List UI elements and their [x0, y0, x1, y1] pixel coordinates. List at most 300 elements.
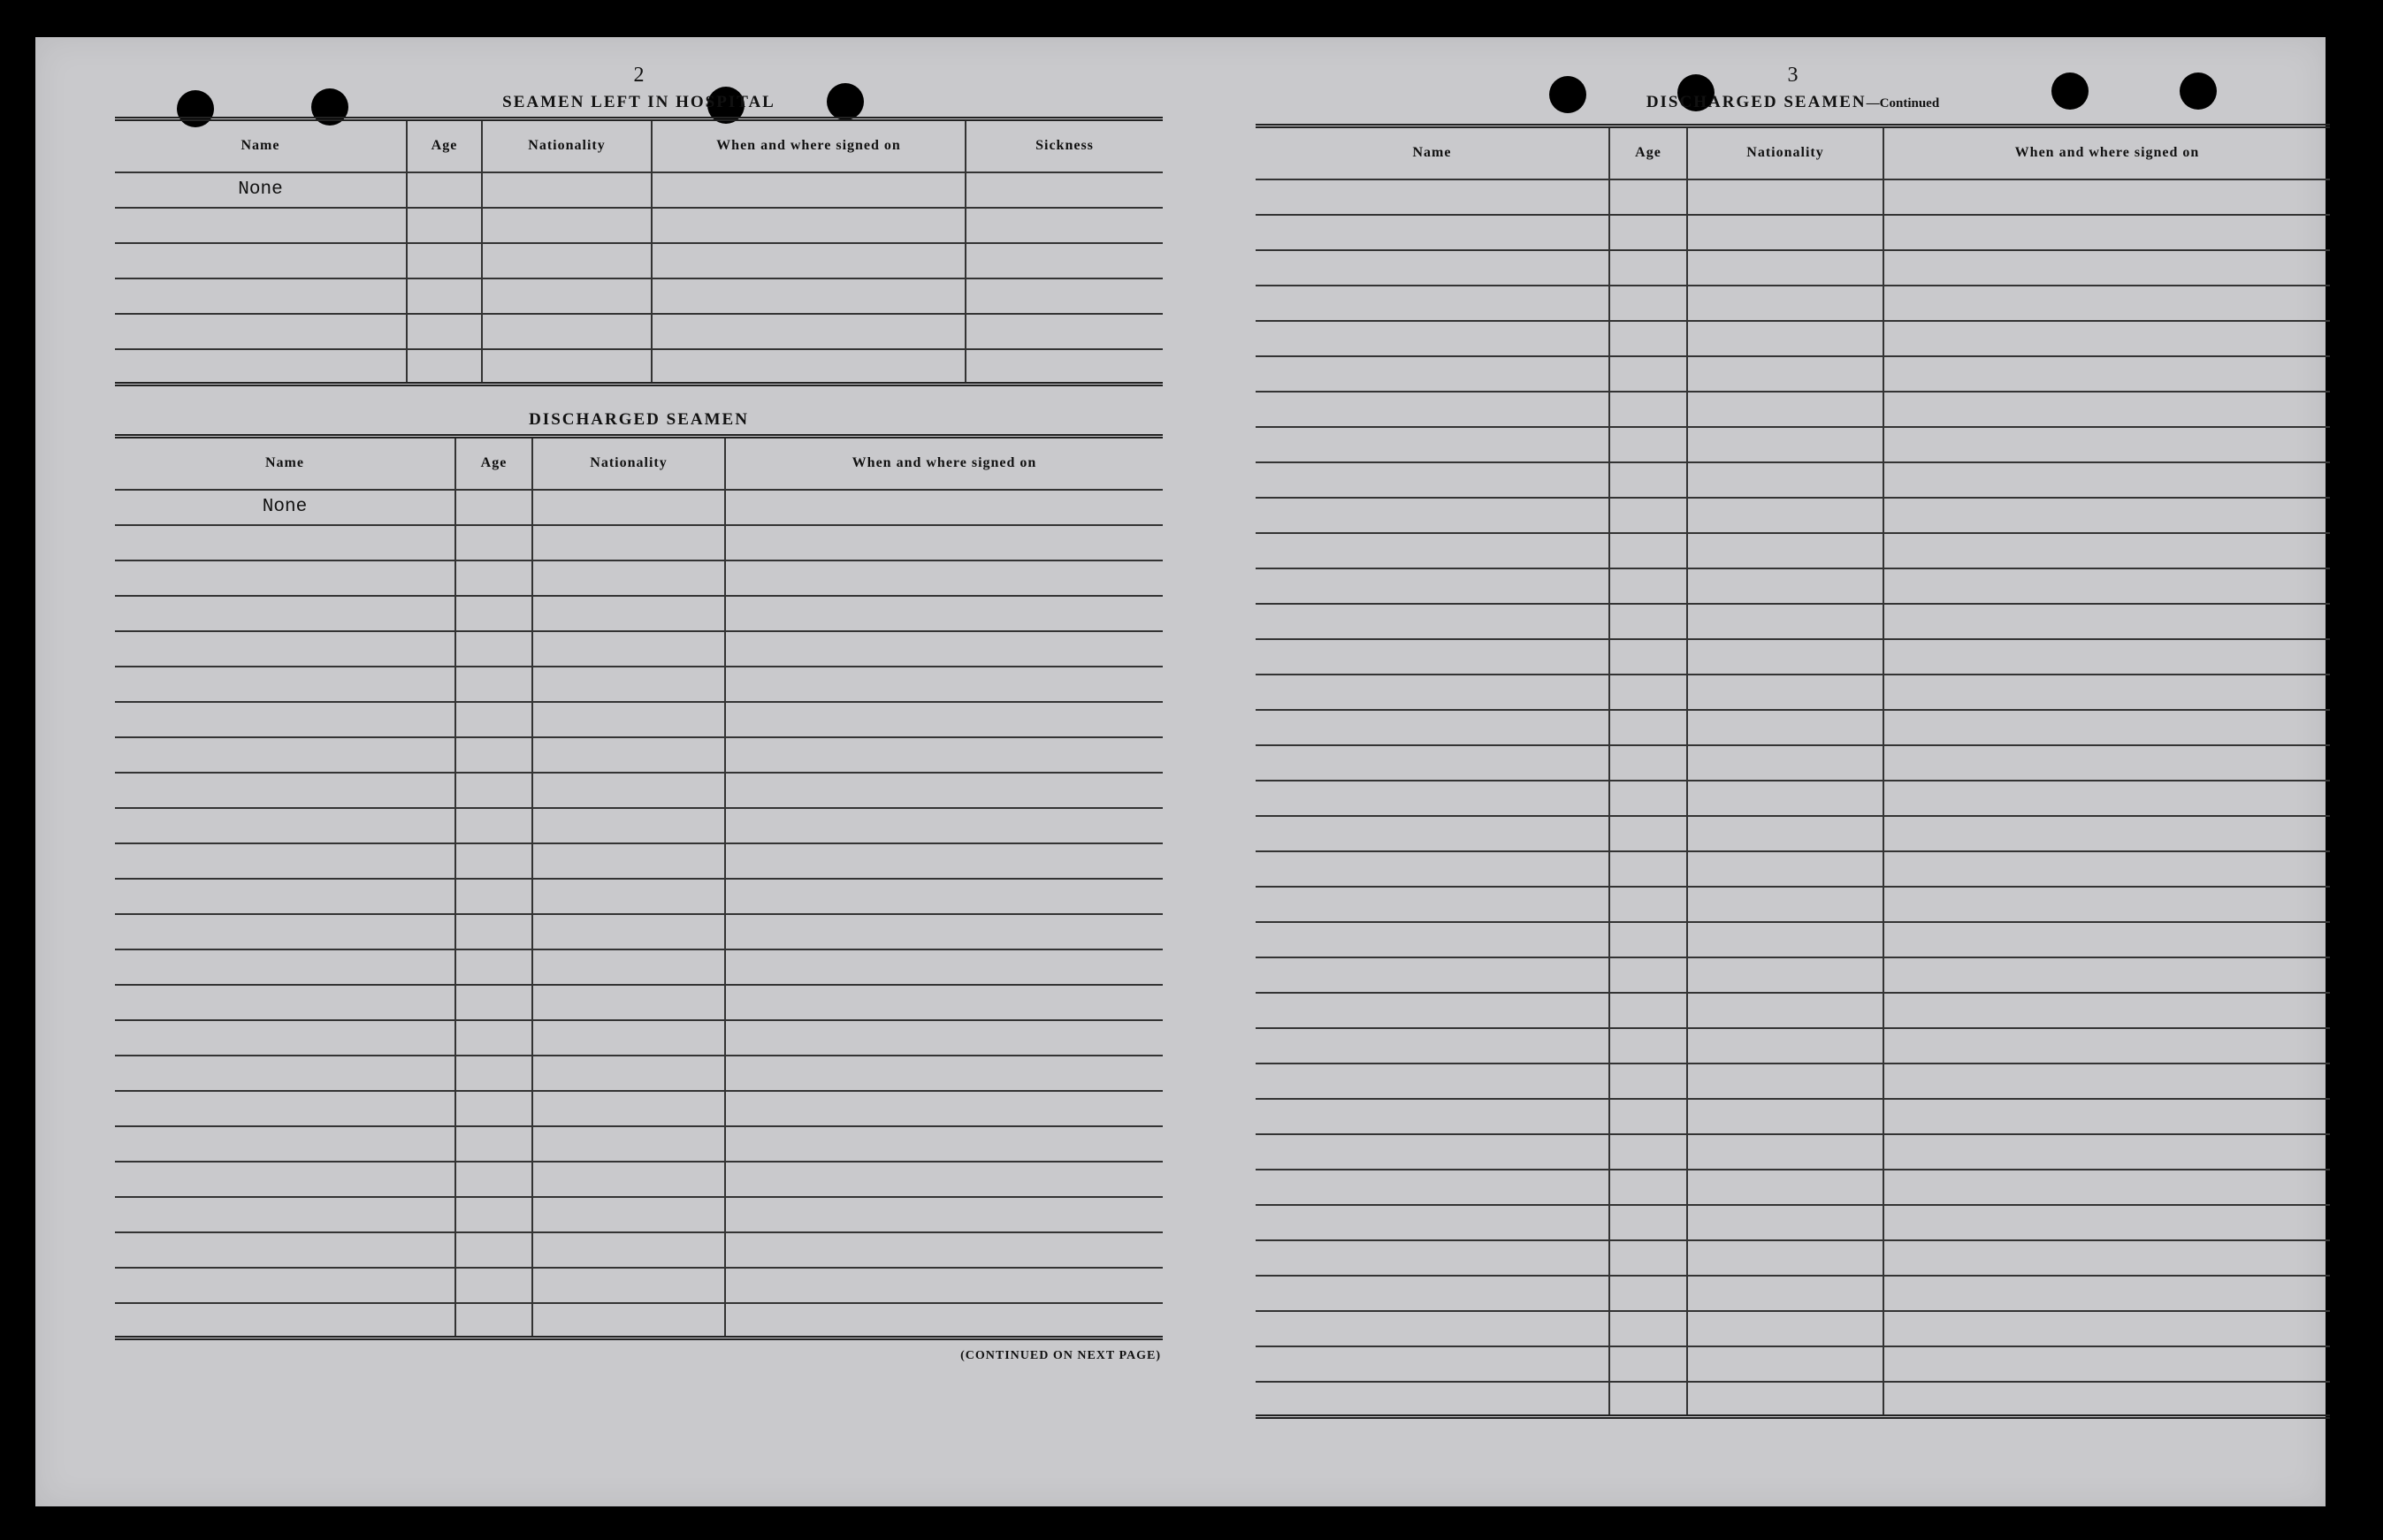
table-cell [1609, 286, 1687, 321]
table-cell [1687, 1134, 1883, 1170]
table-row [115, 1020, 1163, 1056]
table-cell [115, 1268, 455, 1303]
table-cell [1687, 639, 1883, 675]
table-cell [115, 985, 455, 1020]
table-cell [1687, 1064, 1883, 1099]
table-cell [1883, 533, 2330, 568]
table-cell [532, 667, 725, 702]
table-cell [1687, 533, 1883, 568]
table-row [115, 1197, 1163, 1232]
table-row [115, 525, 1163, 560]
table-cell [1609, 1346, 1687, 1382]
table-cell [1883, 1170, 2330, 1205]
table-cell [115, 667, 455, 702]
table-cell [455, 560, 532, 596]
table-cell [1256, 675, 1609, 710]
table-cell [725, 1232, 1163, 1268]
table-cell [1609, 1205, 1687, 1240]
table-row [1256, 816, 2330, 851]
table-row [1256, 1064, 2330, 1099]
table-cell [1687, 356, 1883, 392]
table-row [1256, 1276, 2330, 1311]
table-cell [1609, 781, 1687, 816]
table-cell [532, 1232, 725, 1268]
discharged-table [115, 434, 1163, 1340]
table-row [115, 1056, 1163, 1091]
table-cell [115, 1197, 455, 1232]
table-cell [1609, 568, 1687, 604]
table-cell [1687, 957, 1883, 993]
table-cell [1687, 427, 1883, 462]
table-cell [1687, 462, 1883, 498]
table-cell [1609, 1099, 1687, 1134]
table-cell [1609, 215, 1687, 250]
table-cell [455, 631, 532, 667]
column-header-name: Name [115, 437, 455, 490]
table-cell [1687, 745, 1883, 781]
table-cell [1687, 179, 1883, 215]
table-cell [1883, 1064, 2330, 1099]
table-cell [1883, 1346, 2330, 1382]
table-cell [407, 243, 482, 278]
table-cell [1687, 710, 1883, 745]
page-number: 3 [1787, 64, 1799, 87]
column-header-nationality: Nationality [482, 119, 652, 172]
table-cell [1609, 957, 1687, 993]
table-cell [1687, 568, 1883, 604]
table-cell [532, 1197, 725, 1232]
table-cell [725, 1268, 1163, 1303]
table-cell [532, 490, 725, 525]
table-cell [532, 914, 725, 949]
table-cell [532, 808, 725, 843]
table-cell [725, 667, 1163, 702]
table-row [115, 596, 1163, 631]
table-cell [1687, 604, 1883, 639]
table-cell [115, 525, 455, 560]
table-cell [455, 1020, 532, 1056]
table-cell [1687, 993, 1883, 1028]
table-cell [115, 349, 407, 385]
table-cell [1609, 462, 1687, 498]
table-cell [1256, 957, 1609, 993]
table-cell [532, 1091, 725, 1126]
table-row [1256, 392, 2330, 427]
table-cell [1687, 250, 1883, 286]
table-cell [455, 1268, 532, 1303]
table-cell [725, 949, 1163, 985]
table-cell [1687, 1382, 1883, 1417]
table-cell [532, 1056, 725, 1091]
title-suffix: —Continued [1866, 96, 1940, 111]
table-row [115, 1303, 1163, 1338]
table-cell [1687, 1311, 1883, 1346]
table-row [115, 1232, 1163, 1268]
table-row [115, 243, 1163, 278]
discharged-continued-table [1256, 124, 2330, 1419]
title-text: DISCHARGED SEAMEN [1646, 93, 1867, 111]
table-header-row [1256, 126, 2330, 179]
table-row [115, 773, 1163, 808]
table-cell [1256, 1346, 1609, 1382]
table-header-row [115, 437, 1163, 490]
table-cell [455, 596, 532, 631]
table-cell [1256, 781, 1609, 816]
table-cell [1883, 1028, 2330, 1064]
table-cell [652, 278, 966, 314]
table-cell [1883, 639, 2330, 675]
table-cell [1609, 604, 1687, 639]
table-cell [455, 702, 532, 737]
table-row [115, 985, 1163, 1020]
table-row [1256, 1134, 2330, 1170]
table-cell [1883, 957, 2330, 993]
table-cell [1883, 816, 2330, 851]
table-cell [1609, 816, 1687, 851]
table-row [115, 631, 1163, 667]
table-cell [115, 1091, 455, 1126]
table-cell [532, 949, 725, 985]
table-cell [1883, 286, 2330, 321]
table-cell [482, 314, 652, 349]
continued-note: (CONTINUED ON NEXT PAGE) [960, 1349, 1161, 1362]
table-cell [725, 1162, 1163, 1197]
table-cell [455, 808, 532, 843]
table-cell [455, 985, 532, 1020]
table-cell [725, 737, 1163, 773]
table-cell [1609, 356, 1687, 392]
table-cell [1883, 568, 2330, 604]
table-cell [115, 596, 455, 631]
name-cell: None [115, 490, 455, 525]
table-cell [1883, 321, 2330, 356]
table-cell [1609, 179, 1687, 215]
table-cell [1609, 851, 1687, 887]
column-header-nationality: Nationality [1687, 126, 1883, 179]
table-cell [455, 1197, 532, 1232]
table-cell [455, 1126, 532, 1162]
table-cell [532, 1303, 725, 1338]
table-row [1256, 675, 2330, 710]
table-cell [1687, 675, 1883, 710]
table-cell [1256, 179, 1609, 215]
table-cell [1883, 179, 2330, 215]
column-header-age: Age [407, 119, 482, 172]
table-cell [1609, 427, 1687, 462]
table-cell [1609, 1028, 1687, 1064]
table-cell [725, 1126, 1163, 1162]
table-cell [455, 1091, 532, 1126]
table-cell [482, 349, 652, 385]
table-cell [652, 243, 966, 278]
table-cell [1256, 1099, 1609, 1134]
table-cell [1256, 215, 1609, 250]
table-cell [966, 349, 1163, 385]
table-row [1256, 533, 2330, 568]
table-cell [1256, 710, 1609, 745]
table-row [115, 490, 1163, 525]
table-cell [725, 914, 1163, 949]
table-cell [1883, 1134, 2330, 1170]
table-cell [455, 949, 532, 985]
table-cell [1609, 639, 1687, 675]
table-cell [725, 773, 1163, 808]
table-cell [1687, 816, 1883, 851]
table-cell [115, 314, 407, 349]
table-cell [532, 843, 725, 879]
table-cell [1687, 887, 1883, 922]
table-row [115, 1268, 1163, 1303]
table-cell [1883, 675, 2330, 710]
table-cell [1256, 286, 1609, 321]
table-row [1256, 887, 2330, 922]
table-row [1256, 498, 2330, 533]
table-row [115, 914, 1163, 949]
table-cell [115, 1126, 455, 1162]
table-cell [1256, 1382, 1609, 1417]
table-cell [1609, 533, 1687, 568]
table-cell [1883, 887, 2330, 922]
column-header-age: Age [455, 437, 532, 490]
table-cell [1883, 993, 2330, 1028]
table-cell [407, 349, 482, 385]
table-cell [532, 773, 725, 808]
table-cell [455, 737, 532, 773]
table-cell [725, 808, 1163, 843]
table-cell [1883, 215, 2330, 250]
table-cell [115, 631, 455, 667]
name-cell: None [115, 172, 407, 208]
table-cell [532, 525, 725, 560]
table-cell [532, 1268, 725, 1303]
table-cell [532, 879, 725, 914]
table-row [1256, 356, 2330, 392]
table-cell [1883, 498, 2330, 533]
page-number: 2 [633, 64, 645, 87]
table-cell [1609, 1311, 1687, 1346]
table-cell [725, 631, 1163, 667]
table-cell [115, 879, 455, 914]
column-header-signed-on: When and where signed on [652, 119, 966, 172]
table-cell [966, 314, 1163, 349]
table-cell [1256, 851, 1609, 887]
table-cell [1256, 922, 1609, 957]
table-cell [115, 949, 455, 985]
table-cell [455, 1162, 532, 1197]
table-cell [482, 278, 652, 314]
table-cell [407, 172, 482, 208]
table-cell [455, 525, 532, 560]
table-cell [725, 1091, 1163, 1126]
table-cell [532, 1020, 725, 1056]
table-cell [482, 243, 652, 278]
table-row [115, 1091, 1163, 1126]
table-cell [455, 1232, 532, 1268]
table-cell [1687, 1099, 1883, 1134]
document-sheet [35, 37, 2326, 1506]
table-cell [532, 702, 725, 737]
table-cell [1883, 427, 2330, 462]
table-row [1256, 1311, 2330, 1346]
table-cell [652, 314, 966, 349]
table-cell [725, 525, 1163, 560]
column-header-signed-on: When and where signed on [725, 437, 1163, 490]
table-cell [1883, 710, 2330, 745]
hospital-section-title: SEAMEN LEFT IN HOSPITAL [502, 93, 775, 111]
table-cell [1687, 321, 1883, 356]
table-header-row [115, 119, 1163, 172]
discharged-section-title: DISCHARGED SEAMEN [529, 410, 749, 429]
table-cell [1687, 286, 1883, 321]
table-row [115, 1126, 1163, 1162]
table-row [1256, 993, 2330, 1028]
table-cell [1256, 356, 1609, 392]
table-cell [115, 1303, 455, 1338]
table-row [1256, 1099, 2330, 1134]
table-cell [1883, 604, 2330, 639]
table-row [115, 314, 1163, 349]
table-cell [1256, 1134, 1609, 1170]
table-row [1256, 179, 2330, 215]
table-row [1256, 710, 2330, 745]
table-cell [1883, 1205, 2330, 1240]
table-cell [1609, 922, 1687, 957]
table-row [1256, 1382, 2330, 1417]
table-cell [1256, 392, 1609, 427]
table-cell [1256, 639, 1609, 675]
table-cell [1609, 675, 1687, 710]
table-cell [966, 243, 1163, 278]
table-cell [725, 702, 1163, 737]
table-cell [1256, 427, 1609, 462]
table-cell [1687, 498, 1883, 533]
table-cell [1687, 392, 1883, 427]
table-cell [1256, 816, 1609, 851]
table-cell [115, 773, 455, 808]
table-row [115, 667, 1163, 702]
table-cell [1256, 568, 1609, 604]
table-cell [532, 737, 725, 773]
table-cell [1256, 1311, 1609, 1346]
table-row [115, 278, 1163, 314]
table-cell [1609, 250, 1687, 286]
table-row [115, 879, 1163, 914]
column-header-name: Name [115, 119, 407, 172]
table-cell [725, 1020, 1163, 1056]
table-cell [532, 560, 725, 596]
table-row [115, 737, 1163, 773]
table-cell [455, 773, 532, 808]
table-cell [966, 172, 1163, 208]
table-cell [115, 243, 407, 278]
table-cell [532, 596, 725, 631]
table-cell [1609, 1240, 1687, 1276]
table-row [1256, 215, 2330, 250]
table-cell [115, 278, 407, 314]
table-cell [455, 667, 532, 702]
table-cell [1883, 922, 2330, 957]
table-row [1256, 1028, 2330, 1064]
table-cell [725, 596, 1163, 631]
table-cell [1687, 781, 1883, 816]
table-cell [1883, 851, 2330, 887]
hospital-table [115, 117, 1163, 386]
table-cell [455, 1056, 532, 1091]
column-header-sickness: Sickness [966, 119, 1163, 172]
table-cell [1687, 1240, 1883, 1276]
table-row [115, 1162, 1163, 1197]
table-cell [407, 278, 482, 314]
table-cell [455, 879, 532, 914]
table-cell [407, 208, 482, 243]
table-cell [1609, 993, 1687, 1028]
table-row [1256, 781, 2330, 816]
table-cell [1256, 250, 1609, 286]
table-row [1256, 250, 2330, 286]
table-cell [1609, 1170, 1687, 1205]
table-cell [115, 808, 455, 843]
table-cell [1609, 498, 1687, 533]
table-cell [115, 208, 407, 243]
table-cell [1256, 1064, 1609, 1099]
table-row [1256, 286, 2330, 321]
table-cell [725, 1197, 1163, 1232]
table-cell [115, 737, 455, 773]
table-cell [1883, 1311, 2330, 1346]
table-cell [455, 843, 532, 879]
table-cell [1687, 851, 1883, 887]
table-cell [115, 1232, 455, 1268]
table-cell [966, 278, 1163, 314]
table-cell [1883, 781, 2330, 816]
table-cell [1883, 1276, 2330, 1311]
table-row [1256, 604, 2330, 639]
table-cell [1883, 356, 2330, 392]
column-header-signed-on: When and where signed on [1883, 126, 2330, 179]
right-page [1256, 64, 2330, 1419]
table-cell [725, 1303, 1163, 1338]
table-cell [532, 985, 725, 1020]
table-row [115, 808, 1163, 843]
table-row [115, 702, 1163, 737]
table-cell [725, 879, 1163, 914]
table-row [1256, 745, 2330, 781]
table-cell [1609, 321, 1687, 356]
table-cell [1687, 922, 1883, 957]
column-header-age: Age [1609, 126, 1687, 179]
table-row [115, 349, 1163, 385]
table-cell [725, 560, 1163, 596]
table-cell [1256, 604, 1609, 639]
table-row [1256, 462, 2330, 498]
table-cell [115, 1056, 455, 1091]
table-cell [1883, 745, 2330, 781]
table-cell [1883, 392, 2330, 427]
table-cell [115, 560, 455, 596]
table-cell [1609, 1134, 1687, 1170]
table-cell [1687, 1028, 1883, 1064]
table-row [115, 208, 1163, 243]
table-row [115, 560, 1163, 596]
table-cell [966, 208, 1163, 243]
left-page [115, 64, 1163, 1363]
table-cell [1609, 745, 1687, 781]
table-cell [725, 1056, 1163, 1091]
discharged-continued-title [1256, 88, 2330, 117]
table-row [1256, 568, 2330, 604]
table-cell [1256, 1028, 1609, 1064]
table-cell [455, 914, 532, 949]
